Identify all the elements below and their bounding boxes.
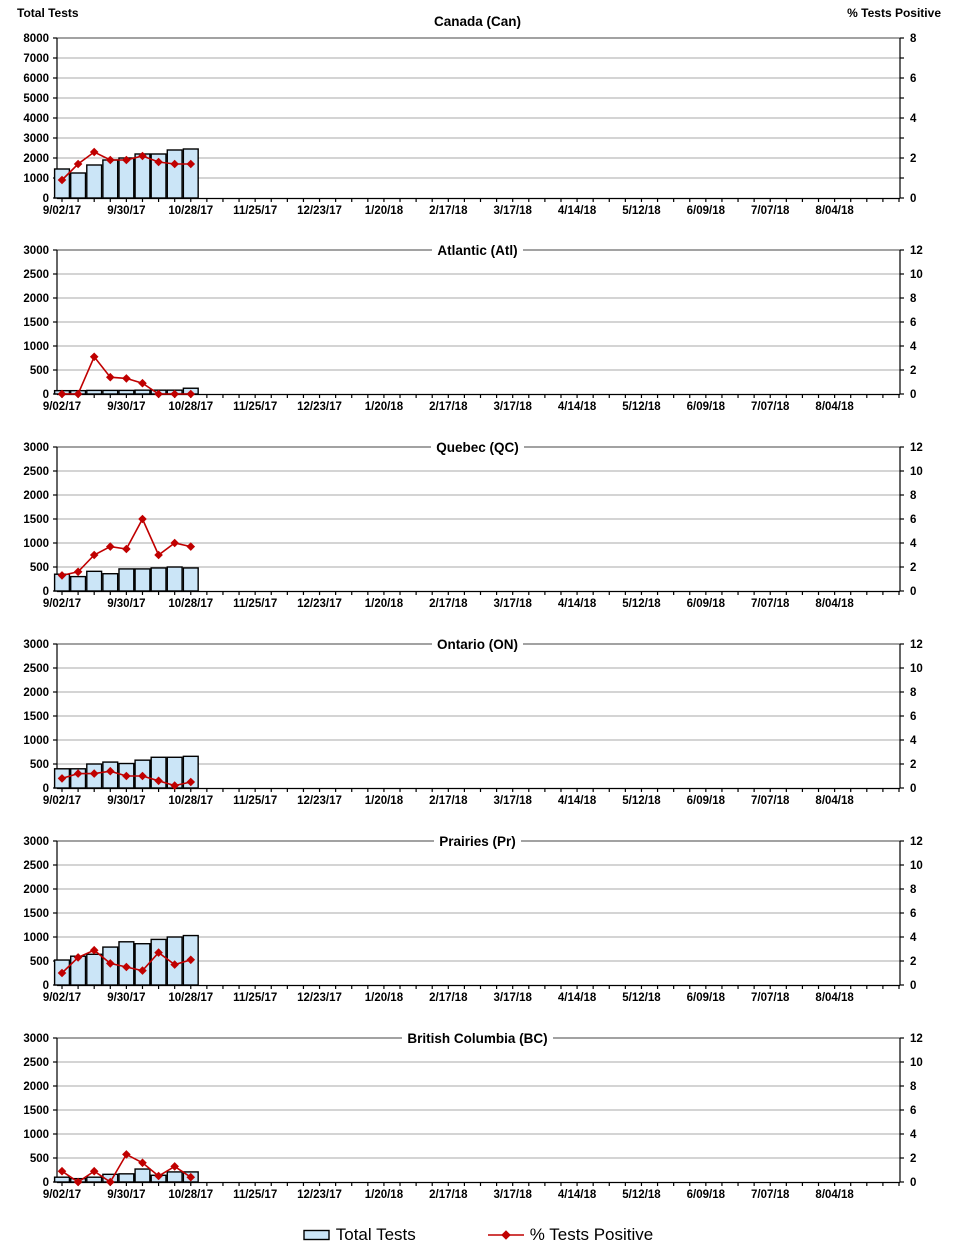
svg-text:9/30/17: 9/30/17 <box>107 401 146 413</box>
bar-swatch-icon <box>302 1228 332 1242</box>
legend-item-total-tests <box>302 1225 416 1245</box>
svg-text:9/02/17: 9/02/17 <box>42 1189 82 1201</box>
svg-text:11/25/17: 11/25/17 <box>233 795 278 807</box>
svg-text:2000: 2000 <box>23 687 49 699</box>
line-marker <box>122 1150 131 1159</box>
chart-canvas-prairies <box>0 823 955 1020</box>
svg-text:500: 500 <box>29 1153 49 1165</box>
line-marker <box>58 1167 67 1176</box>
x-axis-labels <box>43 401 855 413</box>
svg-text:0: 0 <box>910 193 917 205</box>
svg-text:0: 0 <box>42 1177 49 1189</box>
svg-text:3000: 3000 <box>23 639 49 651</box>
bar <box>87 1177 102 1182</box>
svg-text:6/09/18: 6/09/18 <box>686 992 726 1004</box>
svg-text:1/20/18: 1/20/18 <box>364 598 404 610</box>
bar <box>119 569 134 591</box>
svg-text:3000: 3000 <box>23 442 49 454</box>
axis-ticks <box>53 1038 904 1186</box>
bar <box>167 150 182 198</box>
svg-text:2: 2 <box>910 365 917 377</box>
svg-text:1/20/18: 1/20/18 <box>364 205 404 217</box>
svg-text:7/07/18: 7/07/18 <box>751 1189 790 1201</box>
svg-text:9/02/17: 9/02/17 <box>42 795 82 807</box>
svg-text:2000: 2000 <box>23 293 49 305</box>
svg-text:0: 0 <box>910 980 917 992</box>
legend-item-pct-positive <box>486 1225 653 1245</box>
svg-text:4/14/18: 4/14/18 <box>557 205 597 217</box>
svg-text:4: 4 <box>910 538 917 550</box>
svg-text:2: 2 <box>910 562 917 574</box>
svg-text:1500: 1500 <box>23 1105 49 1117</box>
svg-text:12: 12 <box>910 836 923 848</box>
svg-text:4/14/18: 4/14/18 <box>557 598 597 610</box>
svg-text:6/09/18: 6/09/18 <box>686 795 726 807</box>
svg-text:12/23/17: 12/23/17 <box>297 401 342 413</box>
right-axis-labels <box>910 1033 923 1189</box>
svg-text:1500: 1500 <box>23 711 49 723</box>
svg-text:2/17/18: 2/17/18 <box>429 795 468 807</box>
svg-text:5/12/18: 5/12/18 <box>622 795 661 807</box>
svg-text:8/04/18: 8/04/18 <box>815 598 854 610</box>
svg-text:10/28/17: 10/28/17 <box>168 795 214 807</box>
right-axis-labels <box>910 442 923 598</box>
bar <box>87 390 102 394</box>
svg-text:2500: 2500 <box>23 663 49 675</box>
svg-text:1000: 1000 <box>23 173 49 185</box>
svg-text:6: 6 <box>910 1105 917 1117</box>
svg-text:2500: 2500 <box>23 860 49 872</box>
svg-text:5/12/18: 5/12/18 <box>622 205 661 217</box>
svg-text:6: 6 <box>910 514 917 526</box>
svg-text:0: 0 <box>42 783 49 795</box>
svg-text:12/23/17: 12/23/17 <box>297 992 342 1004</box>
svg-text:9/02/17: 9/02/17 <box>42 598 82 610</box>
right-axis-title: % Tests Positive <box>847 6 941 20</box>
svg-text:1000: 1000 <box>23 341 49 353</box>
line-swatch-icon <box>486 1228 526 1242</box>
line-marker <box>186 542 195 551</box>
bar <box>135 154 150 198</box>
svg-text:11/25/17: 11/25/17 <box>233 1189 278 1201</box>
chart-title-quebec: Quebec (QC) <box>0 439 955 457</box>
svg-text:9/02/17: 9/02/17 <box>42 992 82 1004</box>
svg-text:0: 0 <box>42 389 49 401</box>
svg-text:6: 6 <box>910 711 917 723</box>
bar <box>87 165 102 198</box>
svg-text:5/12/18: 5/12/18 <box>622 1189 661 1201</box>
bar <box>183 568 198 591</box>
bar <box>103 390 118 394</box>
svg-text:8/04/18: 8/04/18 <box>815 1189 854 1201</box>
svg-text:5/12/18: 5/12/18 <box>622 992 661 1004</box>
svg-text:8/04/18: 8/04/18 <box>815 992 854 1004</box>
chart-panel-canada <box>0 0 955 232</box>
svg-text:500: 500 <box>29 562 49 574</box>
svg-text:2000: 2000 <box>23 1081 49 1093</box>
svg-text:7/07/18: 7/07/18 <box>751 598 790 610</box>
svg-text:2000: 2000 <box>23 884 49 896</box>
svg-text:3000: 3000 <box>23 133 49 145</box>
line-marker <box>106 542 115 551</box>
legend <box>0 1217 955 1252</box>
bar <box>71 173 86 198</box>
left-axis-labels <box>23 639 49 795</box>
svg-text:0: 0 <box>910 389 917 401</box>
svg-text:7000: 7000 <box>23 53 49 65</box>
chart-panel-prairies <box>0 823 955 1020</box>
line-marker <box>122 545 131 554</box>
bar <box>103 574 118 591</box>
left-axis-labels <box>23 245 49 401</box>
svg-text:1500: 1500 <box>23 908 49 920</box>
svg-text:4: 4 <box>910 341 917 353</box>
chart-title-ontario: Ontario (ON) <box>0 636 955 654</box>
svg-text:4: 4 <box>910 113 917 125</box>
svg-text:10/28/17: 10/28/17 <box>168 598 214 610</box>
svg-text:12: 12 <box>910 1033 923 1045</box>
svg-text:2: 2 <box>910 759 917 771</box>
svg-text:8: 8 <box>910 490 917 502</box>
svg-text:4000: 4000 <box>23 113 49 125</box>
svg-text:8: 8 <box>910 293 917 305</box>
bar <box>119 1174 134 1182</box>
svg-text:11/25/17: 11/25/17 <box>233 598 278 610</box>
svg-text:7/07/18: 7/07/18 <box>751 795 790 807</box>
svg-text:2500: 2500 <box>23 269 49 281</box>
svg-text:6/09/18: 6/09/18 <box>686 205 726 217</box>
svg-text:5/12/18: 5/12/18 <box>622 401 661 413</box>
svg-text:8: 8 <box>910 1081 917 1093</box>
svg-text:2: 2 <box>910 153 917 165</box>
chart-panel-atlantic <box>0 232 955 429</box>
svg-text:500: 500 <box>29 956 49 968</box>
svg-text:1000: 1000 <box>23 735 49 747</box>
bar <box>87 954 102 985</box>
bar <box>119 390 134 394</box>
chart-panel-ontario <box>0 626 955 823</box>
svg-text:0: 0 <box>42 193 49 205</box>
svg-text:500: 500 <box>29 365 49 377</box>
svg-text:8/04/18: 8/04/18 <box>815 795 854 807</box>
svg-text:2000: 2000 <box>23 153 49 165</box>
svg-text:10: 10 <box>910 860 923 872</box>
bar <box>167 567 182 591</box>
line-marker <box>170 1162 179 1171</box>
svg-text:10: 10 <box>910 1057 923 1069</box>
svg-text:2: 2 <box>910 956 917 968</box>
svg-text:1000: 1000 <box>23 538 49 550</box>
svg-text:12: 12 <box>910 639 923 651</box>
svg-text:6/09/18: 6/09/18 <box>686 598 726 610</box>
svg-text:2500: 2500 <box>23 466 49 478</box>
grid-lines <box>57 274 900 370</box>
svg-text:6: 6 <box>910 73 917 85</box>
chart-canvas-canada <box>0 0 955 232</box>
svg-text:11/25/17: 11/25/17 <box>233 992 278 1004</box>
bar <box>71 577 86 591</box>
left-axis-labels <box>23 1033 49 1189</box>
svg-text:7/07/18: 7/07/18 <box>751 205 790 217</box>
svg-text:2/17/18: 2/17/18 <box>429 598 468 610</box>
svg-text:2/17/18: 2/17/18 <box>429 1189 468 1201</box>
svg-text:12: 12 <box>910 442 923 454</box>
bar <box>135 390 150 394</box>
svg-text:1000: 1000 <box>23 932 49 944</box>
svg-text:6000: 6000 <box>23 73 49 85</box>
legend-label-pct-positive: % Tests Positive <box>529 1224 654 1244</box>
right-axis-labels <box>910 836 923 992</box>
svg-text:2/17/18: 2/17/18 <box>429 992 468 1004</box>
chart-title-canada: Canada (Can) <box>0 13 955 31</box>
svg-text:11/25/17: 11/25/17 <box>233 401 278 413</box>
grid-lines <box>57 471 900 567</box>
svg-text:7/07/18: 7/07/18 <box>751 992 790 1004</box>
svg-text:3000: 3000 <box>23 1033 49 1045</box>
svg-text:12/23/17: 12/23/17 <box>297 1189 342 1201</box>
bar <box>151 568 166 591</box>
svg-text:1/20/18: 1/20/18 <box>364 401 404 413</box>
chart-title-bc: British Columbia (BC) <box>0 1030 955 1048</box>
left-axis-labels <box>23 836 49 992</box>
svg-text:10: 10 <box>910 663 923 675</box>
svg-text:3/17/18: 3/17/18 <box>493 598 532 610</box>
axis-ticks <box>53 250 904 398</box>
bar <box>135 1169 150 1182</box>
svg-text:8: 8 <box>910 884 917 896</box>
svg-text:9/02/17: 9/02/17 <box>42 401 82 413</box>
chart-title-prairies: Prairies (Pr) <box>0 833 955 851</box>
svg-text:8000: 8000 <box>23 33 49 45</box>
svg-text:2: 2 <box>910 1153 917 1165</box>
left-axis-labels <box>23 442 49 598</box>
svg-text:0: 0 <box>910 1177 917 1189</box>
chart-canvas-quebec <box>0 429 955 626</box>
svg-text:4/14/18: 4/14/18 <box>557 992 597 1004</box>
svg-text:1500: 1500 <box>23 317 49 329</box>
svg-text:4: 4 <box>910 735 917 747</box>
bar <box>103 160 118 198</box>
svg-text:9/30/17: 9/30/17 <box>107 795 146 807</box>
svg-text:1/20/18: 1/20/18 <box>364 1189 404 1201</box>
right-axis-labels <box>910 639 923 795</box>
x-axis-labels <box>43 598 855 610</box>
svg-text:10: 10 <box>910 466 923 478</box>
bar <box>135 569 150 591</box>
chart-canvas-atlantic <box>0 232 955 429</box>
x-axis-labels <box>43 1189 855 1201</box>
svg-text:0: 0 <box>42 586 49 598</box>
svg-text:9/30/17: 9/30/17 <box>107 992 146 1004</box>
line-marker <box>90 1167 99 1176</box>
svg-text:5000: 5000 <box>23 93 49 105</box>
x-axis-labels <box>43 205 855 217</box>
svg-text:6/09/18: 6/09/18 <box>686 1189 726 1201</box>
svg-text:11/25/17: 11/25/17 <box>233 205 278 217</box>
chart-canvas-ontario <box>0 626 955 823</box>
svg-text:8/04/18: 8/04/18 <box>815 205 854 217</box>
svg-text:3000: 3000 <box>23 836 49 848</box>
svg-text:4/14/18: 4/14/18 <box>557 1189 597 1201</box>
svg-text:2/17/18: 2/17/18 <box>429 205 468 217</box>
svg-text:0: 0 <box>42 980 49 992</box>
svg-text:3000: 3000 <box>23 245 49 257</box>
svg-text:1/20/18: 1/20/18 <box>364 795 404 807</box>
svg-text:3/17/18: 3/17/18 <box>493 992 532 1004</box>
svg-text:1500: 1500 <box>23 514 49 526</box>
right-axis-labels <box>910 33 917 205</box>
chart-canvas-bc <box>0 1020 955 1217</box>
bar <box>87 571 102 591</box>
line-marker <box>138 515 147 524</box>
left-axis-title: Total Tests <box>17 6 79 20</box>
svg-text:2500: 2500 <box>23 1057 49 1069</box>
x-axis-labels <box>43 795 855 807</box>
svg-text:4: 4 <box>910 932 917 944</box>
svg-text:12/23/17: 12/23/17 <box>297 205 342 217</box>
svg-text:10/28/17: 10/28/17 <box>168 401 214 413</box>
chart-title-atlantic: Atlantic (Atl) <box>0 242 955 260</box>
bar <box>151 939 166 985</box>
chart-panel-bc <box>0 1020 955 1217</box>
svg-text:2/17/18: 2/17/18 <box>429 401 468 413</box>
legend-label-total-tests: Total Tests <box>335 1224 416 1244</box>
svg-text:9/02/17: 9/02/17 <box>42 205 82 217</box>
svg-text:8/04/18: 8/04/18 <box>815 401 854 413</box>
svg-text:4: 4 <box>910 1129 917 1141</box>
svg-text:6/09/18: 6/09/18 <box>686 401 726 413</box>
svg-text:5/12/18: 5/12/18 <box>622 598 661 610</box>
bar <box>55 1177 70 1182</box>
svg-text:6: 6 <box>910 908 917 920</box>
svg-text:12/23/17: 12/23/17 <box>297 795 342 807</box>
svg-text:1/20/18: 1/20/18 <box>364 992 404 1004</box>
svg-text:2000: 2000 <box>23 490 49 502</box>
svg-text:7/07/18: 7/07/18 <box>751 401 790 413</box>
svg-text:8: 8 <box>910 33 917 45</box>
svg-text:10/28/17: 10/28/17 <box>168 992 214 1004</box>
svg-text:500: 500 <box>29 759 49 771</box>
svg-text:0: 0 <box>910 586 917 598</box>
svg-text:3/17/18: 3/17/18 <box>493 795 532 807</box>
svg-text:12: 12 <box>910 245 923 257</box>
svg-text:3/17/18: 3/17/18 <box>493 401 532 413</box>
svg-text:10/28/17: 10/28/17 <box>168 1189 214 1201</box>
svg-text:12/23/17: 12/23/17 <box>297 598 342 610</box>
svg-text:3/17/18: 3/17/18 <box>493 205 532 217</box>
svg-text:4/14/18: 4/14/18 <box>557 795 597 807</box>
right-axis-labels <box>910 245 923 401</box>
bar <box>183 149 198 198</box>
grid-lines <box>57 1062 900 1158</box>
svg-text:3/17/18: 3/17/18 <box>493 1189 532 1201</box>
svg-text:10/28/17: 10/28/17 <box>168 205 214 217</box>
line-marker <box>122 374 131 383</box>
svg-text:4/14/18: 4/14/18 <box>557 401 597 413</box>
x-axis-labels <box>43 992 855 1004</box>
svg-text:0: 0 <box>910 783 917 795</box>
svg-text:6: 6 <box>910 317 917 329</box>
line-marker <box>138 379 147 388</box>
svg-text:8: 8 <box>910 687 917 699</box>
svg-text:10: 10 <box>910 269 923 281</box>
grid-lines <box>57 668 900 764</box>
left-axis-labels <box>23 33 49 205</box>
bar <box>167 1172 182 1182</box>
svg-text:9/30/17: 9/30/17 <box>107 598 146 610</box>
svg-text:1000: 1000 <box>23 1129 49 1141</box>
svg-text:9/30/17: 9/30/17 <box>107 205 146 217</box>
chart-panel-quebec <box>0 429 955 626</box>
svg-text:9/30/17: 9/30/17 <box>107 1189 146 1201</box>
